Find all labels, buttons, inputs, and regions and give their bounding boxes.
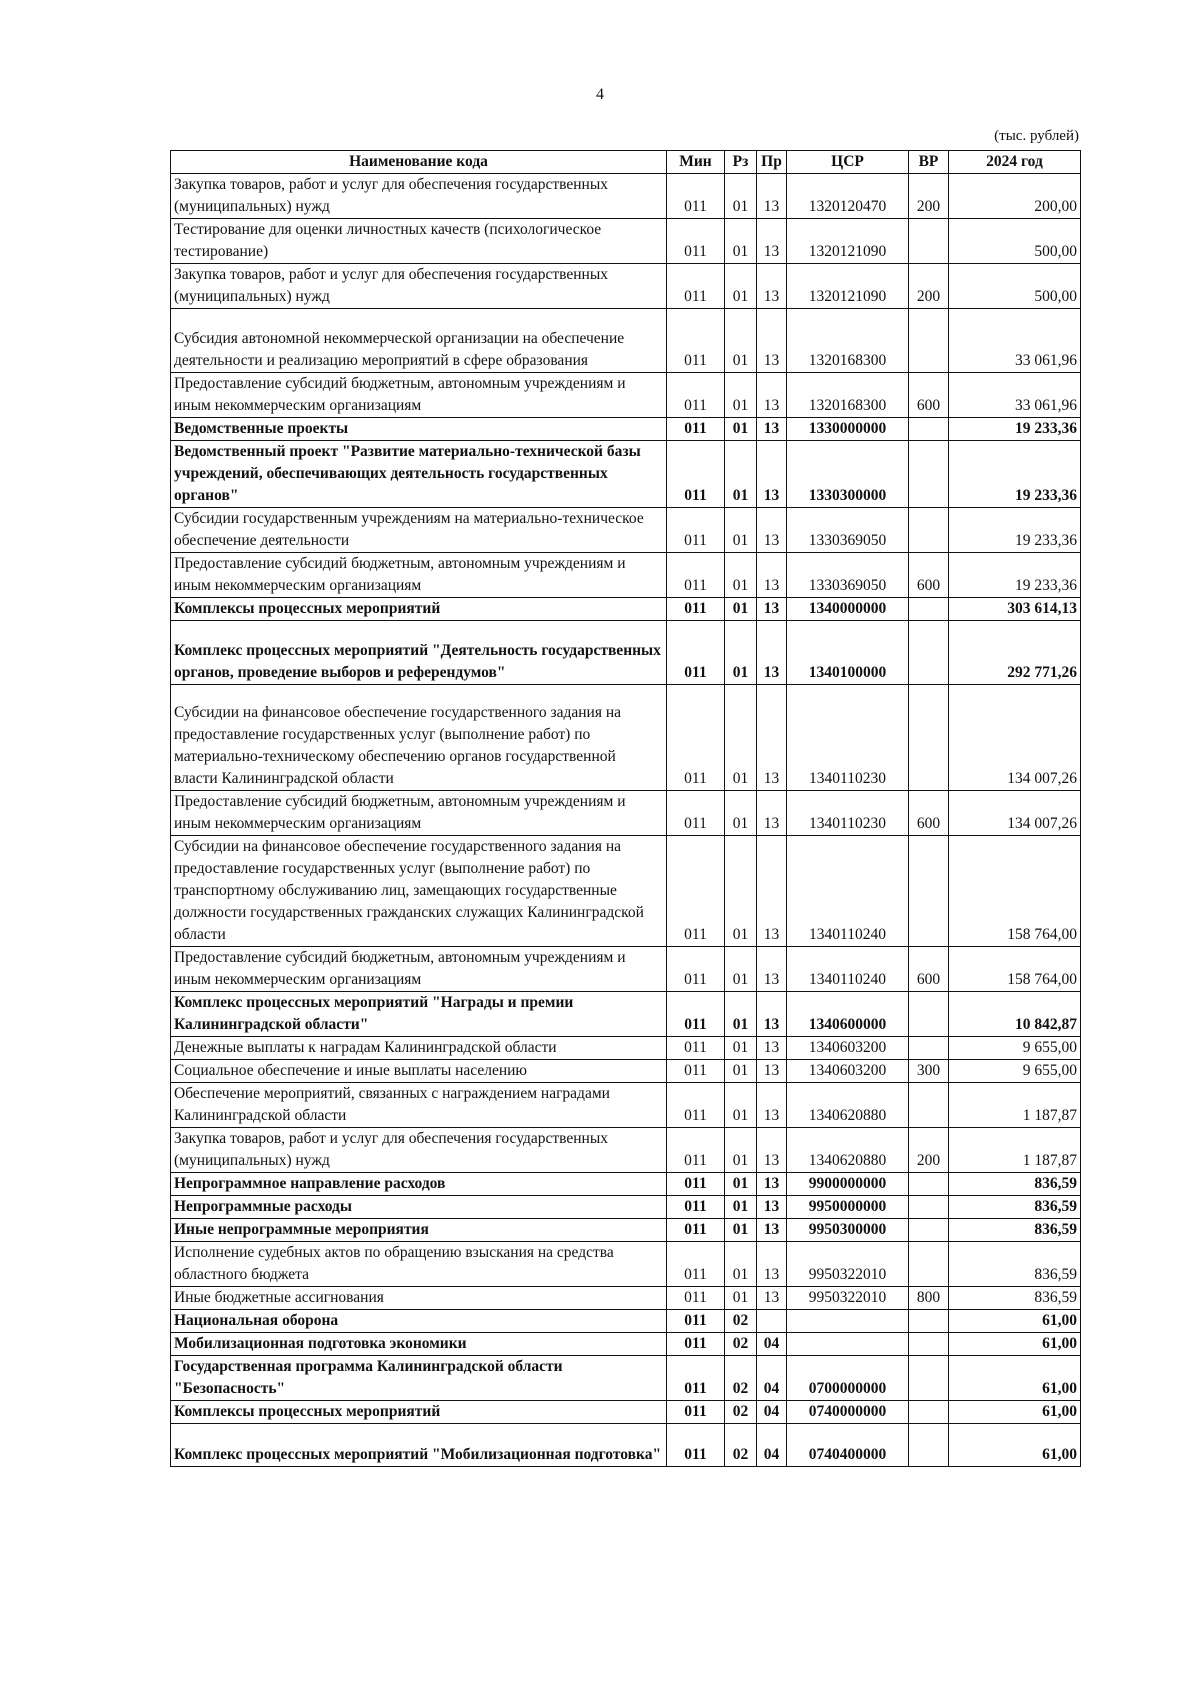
cell-vr <box>909 508 949 553</box>
cell-sum: 9 655,00 <box>949 1037 1081 1060</box>
table-row <box>171 418 1081 441</box>
cell-min: 011 <box>667 174 725 219</box>
cell-csr: 1320120470 <box>787 174 909 219</box>
header-min: Мин <box>667 151 725 174</box>
cell-min: 011 <box>667 309 725 373</box>
budget-table <box>170 150 1081 1467</box>
cell-min: 011 <box>667 441 725 508</box>
table-row <box>171 441 1081 508</box>
table-row <box>171 1196 1081 1219</box>
cell-sum: 134 007,26 <box>949 791 1081 836</box>
cell-sum: 158 764,00 <box>949 947 1081 992</box>
cell-pr: 13 <box>757 553 787 598</box>
cell-vr <box>909 992 949 1037</box>
cell-rz: 01 <box>725 508 757 553</box>
cell-csr: 1340603200 <box>787 1060 909 1083</box>
cell-pr: 13 <box>757 441 787 508</box>
cell-min: 011 <box>667 836 725 947</box>
table-row <box>171 947 1081 992</box>
cell-sum: 61,00 <box>949 1401 1081 1424</box>
cell-csr: 1340000000 <box>787 598 909 621</box>
cell-rz: 01 <box>725 685 757 791</box>
table-row <box>171 1128 1081 1173</box>
cell-sum: 1 187,87 <box>949 1083 1081 1128</box>
table-row <box>171 836 1081 947</box>
cell-rz: 01 <box>725 1242 757 1287</box>
cell-rz: 02 <box>725 1356 757 1401</box>
cell-name: Комплекс процессных мероприятий "Награды и премии Калининградской области" <box>171 992 667 1037</box>
cell-sum: 134 007,26 <box>949 685 1081 791</box>
cell-name: Комплексы процессных мероприятий <box>171 1401 667 1424</box>
cell-csr: 1320121090 <box>787 219 909 264</box>
cell-rz: 01 <box>725 553 757 598</box>
header-csr: ЦСР <box>787 151 909 174</box>
cell-sum: 303 614,13 <box>949 598 1081 621</box>
cell-min: 011 <box>667 553 725 598</box>
cell-csr <box>787 1333 909 1356</box>
cell-pr: 13 <box>757 992 787 1037</box>
cell-min: 011 <box>667 791 725 836</box>
cell-pr: 13 <box>757 418 787 441</box>
cell-min: 011 <box>667 1037 725 1060</box>
cell-rz: 01 <box>725 1037 757 1060</box>
table-row <box>171 1401 1081 1424</box>
cell-name: Субсидии государственным учреждениям на материально-техническое обеспечение деятельности <box>171 508 667 553</box>
cell-vr: 600 <box>909 553 949 598</box>
cell-csr: 9900000000 <box>787 1173 909 1196</box>
cell-min: 011 <box>667 1060 725 1083</box>
cell-vr: 200 <box>909 1128 949 1173</box>
cell-pr: 13 <box>757 1173 787 1196</box>
cell-csr: 1340110230 <box>787 791 909 836</box>
cell-rz: 02 <box>725 1310 757 1333</box>
cell-name: Обеспечение мероприятий, связанных с награждением наградами Калининградской области <box>171 1083 667 1128</box>
cell-vr <box>909 1310 949 1333</box>
table-row <box>171 1219 1081 1242</box>
cell-pr: 13 <box>757 373 787 418</box>
table-row <box>171 1424 1081 1467</box>
cell-sum: 61,00 <box>949 1310 1081 1333</box>
cell-csr: 9950000000 <box>787 1196 909 1219</box>
cell-name: Социальное обеспечение и иные выплаты населению <box>171 1060 667 1083</box>
cell-name: Непрограммное направление расходов <box>171 1173 667 1196</box>
cell-rz: 01 <box>725 1219 757 1242</box>
cell-name: Денежные выплаты к наградам Калининградской области <box>171 1037 667 1060</box>
cell-sum: 19 233,36 <box>949 418 1081 441</box>
cell-rz: 02 <box>725 1424 757 1467</box>
cell-sum: 836,59 <box>949 1287 1081 1310</box>
cell-csr: 0740000000 <box>787 1401 909 1424</box>
cell-name: Комплекс процессных мероприятий "Деятельность государственных органов, проведение выборов и референдумов" <box>171 621 667 685</box>
cell-name: Предоставление субсидий бюджетным, автономным учреждениям и иным некоммерческим организациям <box>171 553 667 598</box>
cell-pr: 13 <box>757 1037 787 1060</box>
cell-pr: 13 <box>757 264 787 309</box>
cell-min: 011 <box>667 598 725 621</box>
cell-name: Исполнение судебных актов по обращению взыскания на средства областного бюджета <box>171 1242 667 1287</box>
cell-sum: 61,00 <box>949 1333 1081 1356</box>
cell-csr: 1340600000 <box>787 992 909 1037</box>
cell-sum: 10 842,87 <box>949 992 1081 1037</box>
cell-name: Субсидия автономной некоммерческой организации на обеспечение деятельности и реализацию мероприятий в сфере образования <box>171 309 667 373</box>
cell-rz: 01 <box>725 373 757 418</box>
cell-min: 011 <box>667 1333 725 1356</box>
cell-sum: 836,59 <box>949 1242 1081 1287</box>
cell-csr: 1340603200 <box>787 1037 909 1060</box>
header-rz: Рз <box>725 151 757 174</box>
cell-sum: 836,59 <box>949 1196 1081 1219</box>
cell-pr <box>757 1310 787 1333</box>
cell-vr <box>909 418 949 441</box>
cell-rz: 01 <box>725 1196 757 1219</box>
cell-name: Субсидии на финансовое обеспечение государственного задания на предоставление государственных услуг (выполнение работ) по транспортному обслуживанию лиц, замещающих государственные должности государственных гражданских служащих Калининградской области <box>171 836 667 947</box>
cell-sum: 19 233,36 <box>949 441 1081 508</box>
cell-pr: 13 <box>757 1219 787 1242</box>
cell-pr: 04 <box>757 1356 787 1401</box>
cell-pr: 13 <box>757 621 787 685</box>
table-row <box>171 1310 1081 1333</box>
cell-min: 011 <box>667 1219 725 1242</box>
units-label: (тыс. рублей) <box>994 128 1079 144</box>
cell-name: Тестирование для оценки личностных качеств (психологическое тестирование) <box>171 219 667 264</box>
cell-pr: 13 <box>757 598 787 621</box>
cell-vr <box>909 621 949 685</box>
cell-min: 011 <box>667 1083 725 1128</box>
cell-csr: 1320168300 <box>787 373 909 418</box>
cell-csr: 1340620880 <box>787 1128 909 1173</box>
table-row <box>171 1287 1081 1310</box>
cell-vr: 600 <box>909 373 949 418</box>
header-pr: Пр <box>757 151 787 174</box>
cell-rz: 01 <box>725 598 757 621</box>
cell-pr: 13 <box>757 1242 787 1287</box>
cell-name: Предоставление субсидий бюджетным, автономным учреждениям и иным некоммерческим организациям <box>171 947 667 992</box>
cell-name: Закупка товаров, работ и услуг для обеспечения государственных (муниципальных) нужд <box>171 174 667 219</box>
cell-csr: 1330300000 <box>787 441 909 508</box>
cell-min: 011 <box>667 1310 725 1333</box>
cell-name: Закупка товаров, работ и услуг для обеспечения государственных (муниципальных) нужд <box>171 1128 667 1173</box>
table-row <box>171 264 1081 309</box>
cell-vr: 800 <box>909 1287 949 1310</box>
table-body <box>171 174 1081 1467</box>
cell-rz: 01 <box>725 1128 757 1173</box>
cell-name: Национальная оборона <box>171 1310 667 1333</box>
cell-rz: 01 <box>725 621 757 685</box>
cell-csr: 1340100000 <box>787 621 909 685</box>
cell-pr: 13 <box>757 836 787 947</box>
table-row <box>171 219 1081 264</box>
cell-csr: 1330369050 <box>787 553 909 598</box>
cell-rz: 01 <box>725 791 757 836</box>
cell-rz: 01 <box>725 309 757 373</box>
header-sum: 2024 год <box>949 151 1081 174</box>
cell-name: Непрограммные расходы <box>171 1196 667 1219</box>
cell-vr <box>909 685 949 791</box>
cell-name: Предоставление субсидий бюджетным, автономным учреждениям и иным некоммерческим организациям <box>171 791 667 836</box>
table-row <box>171 1060 1081 1083</box>
cell-name: Мобилизационная подготовка экономики <box>171 1333 667 1356</box>
cell-rz: 01 <box>725 174 757 219</box>
cell-name: Ведомственные проекты <box>171 418 667 441</box>
cell-csr <box>787 1310 909 1333</box>
cell-rz: 01 <box>725 441 757 508</box>
table-row <box>171 1356 1081 1401</box>
cell-vr <box>909 309 949 373</box>
cell-csr: 1330369050 <box>787 508 909 553</box>
table-row <box>171 1242 1081 1287</box>
cell-pr: 13 <box>757 1060 787 1083</box>
cell-name: Государственная программа Калининградской области "Безопасность" <box>171 1356 667 1401</box>
cell-pr: 13 <box>757 947 787 992</box>
table-row <box>171 174 1081 219</box>
cell-min: 011 <box>667 1173 725 1196</box>
cell-sum: 836,59 <box>949 1219 1081 1242</box>
table-row <box>171 1333 1081 1356</box>
cell-csr: 0740400000 <box>787 1424 909 1467</box>
cell-sum: 33 061,96 <box>949 373 1081 418</box>
cell-vr <box>909 1424 949 1467</box>
cell-min: 011 <box>667 621 725 685</box>
cell-min: 011 <box>667 1196 725 1219</box>
cell-csr: 9950322010 <box>787 1287 909 1310</box>
cell-sum: 158 764,00 <box>949 836 1081 947</box>
cell-rz: 01 <box>725 264 757 309</box>
table-row <box>171 1083 1081 1128</box>
table-row <box>171 791 1081 836</box>
cell-min: 011 <box>667 1242 725 1287</box>
cell-pr: 13 <box>757 1083 787 1128</box>
cell-name: Иные бюджетные ассигнования <box>171 1287 667 1310</box>
cell-min: 011 <box>667 219 725 264</box>
cell-rz: 01 <box>725 1287 757 1310</box>
cell-rz: 01 <box>725 836 757 947</box>
cell-vr <box>909 1083 949 1128</box>
cell-rz: 01 <box>725 418 757 441</box>
cell-pr: 13 <box>757 219 787 264</box>
cell-sum: 61,00 <box>949 1424 1081 1467</box>
cell-vr <box>909 1219 949 1242</box>
cell-sum: 500,00 <box>949 219 1081 264</box>
cell-csr: 0700000000 <box>787 1356 909 1401</box>
cell-name: Иные непрограммные мероприятия <box>171 1219 667 1242</box>
cell-sum: 61,00 <box>949 1356 1081 1401</box>
table-header-row <box>171 151 1081 174</box>
cell-vr: 600 <box>909 947 949 992</box>
cell-vr <box>909 441 949 508</box>
table-row <box>171 1037 1081 1060</box>
cell-sum: 1 187,87 <box>949 1128 1081 1173</box>
cell-sum: 292 771,26 <box>949 621 1081 685</box>
cell-vr <box>909 598 949 621</box>
cell-rz: 01 <box>725 1060 757 1083</box>
cell-name: Ведомственный проект "Развитие материально-технической базы учреждений, обеспечивающих деятельность государственных органов" <box>171 441 667 508</box>
cell-vr: 200 <box>909 264 949 309</box>
cell-name: Комплекс процессных мероприятий "Мобилизационная подготовка" <box>171 1424 667 1467</box>
cell-csr: 1340620880 <box>787 1083 909 1128</box>
cell-min: 011 <box>667 264 725 309</box>
cell-min: 011 <box>667 685 725 791</box>
cell-csr: 1340110230 <box>787 685 909 791</box>
table-row <box>171 685 1081 791</box>
cell-rz: 02 <box>725 1333 757 1356</box>
table-row <box>171 553 1081 598</box>
cell-min: 011 <box>667 1356 725 1401</box>
cell-vr <box>909 1173 949 1196</box>
cell-min: 011 <box>667 508 725 553</box>
cell-vr <box>909 1242 949 1287</box>
cell-csr: 9950322010 <box>787 1242 909 1287</box>
cell-pr: 13 <box>757 791 787 836</box>
table-row <box>171 373 1081 418</box>
cell-vr: 300 <box>909 1060 949 1083</box>
cell-csr: 1320168300 <box>787 309 909 373</box>
cell-name: Комплексы процессных мероприятий <box>171 598 667 621</box>
cell-name: Закупка товаров, работ и услуг для обеспечения государственных (муниципальных) нужд <box>171 264 667 309</box>
table-row <box>171 992 1081 1037</box>
cell-name: Субсидии на финансовое обеспечение государственного задания на предоставление государственных услуг (выполнение работ) по материально-техническому обеспечению органов государственной власти Калининградской области <box>171 685 667 791</box>
cell-csr: 1340110240 <box>787 947 909 992</box>
header-vr: ВР <box>909 151 949 174</box>
page-number: 4 <box>596 86 604 103</box>
cell-rz: 01 <box>725 1083 757 1128</box>
cell-pr: 13 <box>757 174 787 219</box>
cell-csr: 9950300000 <box>787 1219 909 1242</box>
cell-vr <box>909 219 949 264</box>
cell-min: 011 <box>667 1287 725 1310</box>
cell-pr: 13 <box>757 309 787 373</box>
cell-rz: 01 <box>725 947 757 992</box>
table-row <box>171 309 1081 373</box>
cell-csr: 1320121090 <box>787 264 909 309</box>
cell-rz: 02 <box>725 1401 757 1424</box>
table-row <box>171 621 1081 685</box>
cell-sum: 500,00 <box>949 264 1081 309</box>
cell-csr: 1340110240 <box>787 836 909 947</box>
cell-vr <box>909 836 949 947</box>
cell-vr <box>909 1356 949 1401</box>
table-row <box>171 1173 1081 1196</box>
cell-rz: 01 <box>725 1173 757 1196</box>
header-name: Наименование кода <box>171 151 667 174</box>
cell-vr <box>909 1196 949 1219</box>
cell-min: 011 <box>667 1401 725 1424</box>
table-row <box>171 598 1081 621</box>
cell-vr: 600 <box>909 791 949 836</box>
cell-pr: 04 <box>757 1401 787 1424</box>
cell-pr: 13 <box>757 1128 787 1173</box>
cell-pr: 13 <box>757 1196 787 1219</box>
cell-vr: 200 <box>909 174 949 219</box>
cell-sum: 836,59 <box>949 1173 1081 1196</box>
cell-pr: 13 <box>757 1287 787 1310</box>
cell-min: 011 <box>667 418 725 441</box>
cell-sum: 200,00 <box>949 174 1081 219</box>
cell-vr <box>909 1037 949 1060</box>
cell-csr: 1330000000 <box>787 418 909 441</box>
table-row <box>171 508 1081 553</box>
cell-rz: 01 <box>725 992 757 1037</box>
cell-sum: 33 061,96 <box>949 309 1081 373</box>
cell-name: Предоставление субсидий бюджетным, автономным учреждениям и иным некоммерческим организациям <box>171 373 667 418</box>
cell-min: 011 <box>667 947 725 992</box>
cell-pr: 13 <box>757 685 787 791</box>
cell-min: 011 <box>667 1128 725 1173</box>
cell-rz: 01 <box>725 219 757 264</box>
cell-pr: 04 <box>757 1333 787 1356</box>
cell-min: 011 <box>667 1424 725 1467</box>
cell-min: 011 <box>667 992 725 1037</box>
cell-sum: 19 233,36 <box>949 553 1081 598</box>
cell-min: 011 <box>667 373 725 418</box>
cell-vr <box>909 1401 949 1424</box>
cell-sum: 19 233,36 <box>949 508 1081 553</box>
cell-vr <box>909 1333 949 1356</box>
cell-sum: 9 655,00 <box>949 1060 1081 1083</box>
cell-pr: 13 <box>757 508 787 553</box>
cell-pr: 04 <box>757 1424 787 1467</box>
